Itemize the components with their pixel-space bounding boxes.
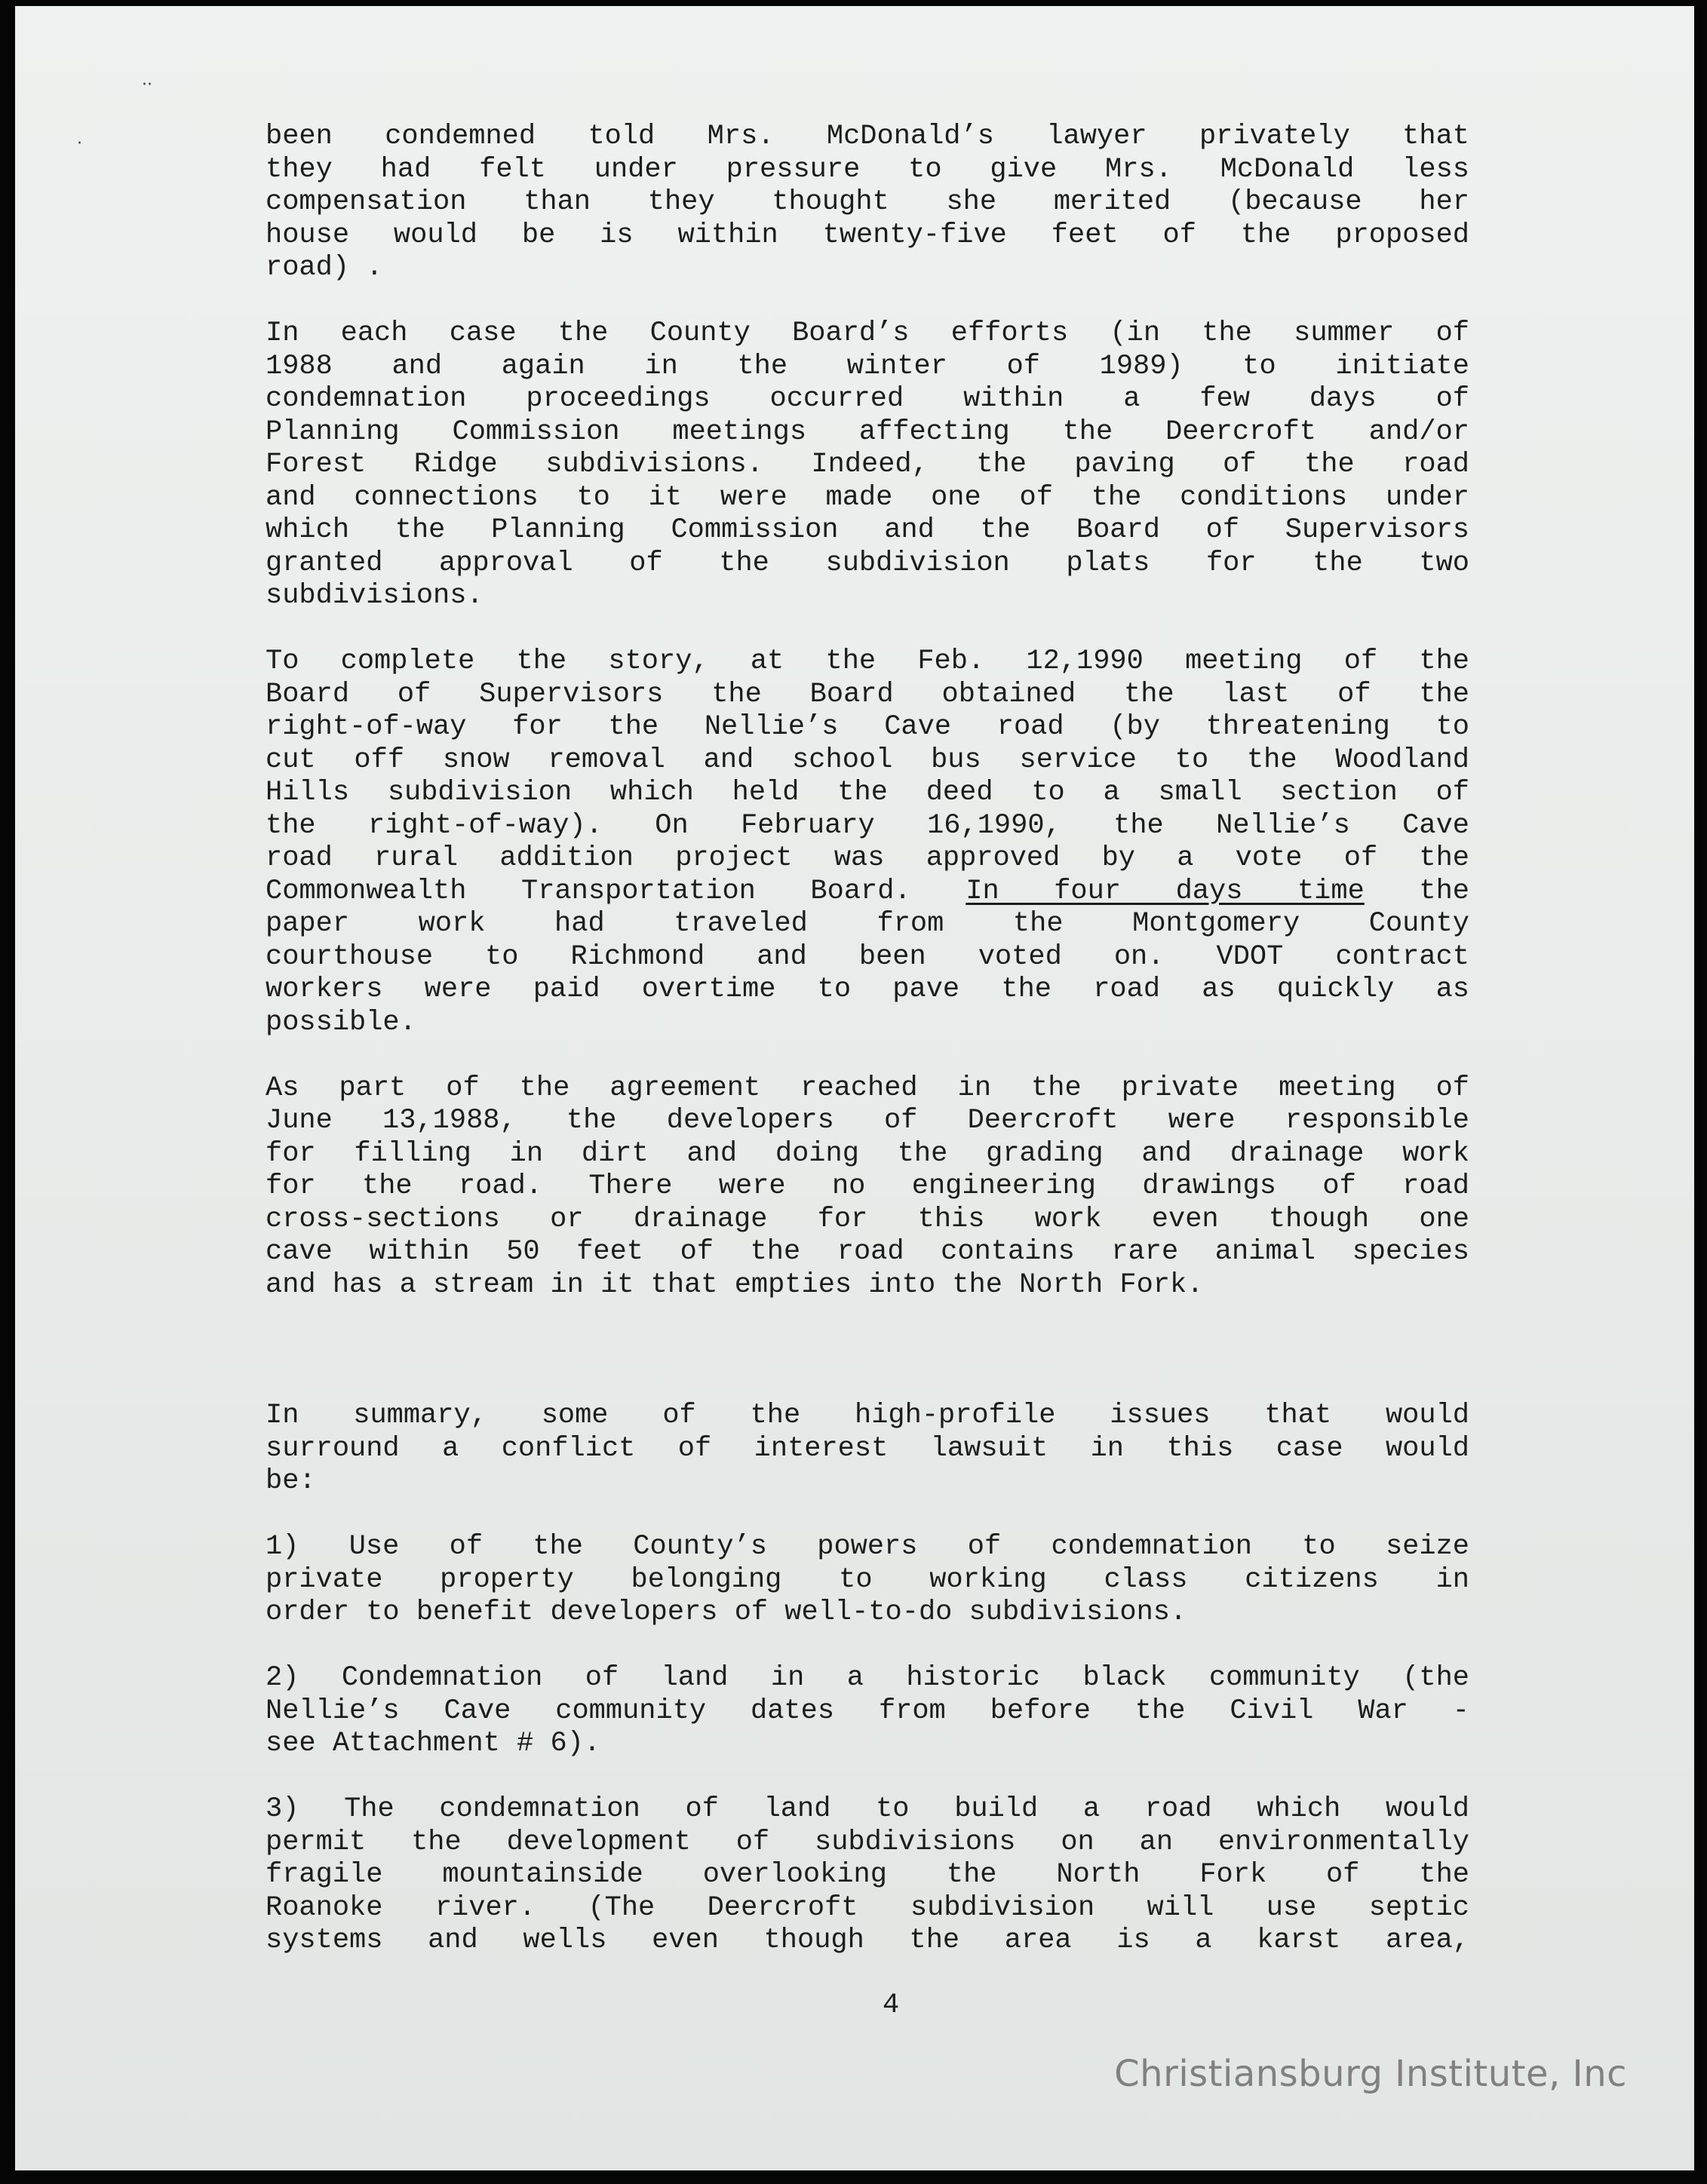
- text-line: for the road. There were no engineering drawings of road: [266, 1170, 1469, 1202]
- paragraph-4: [266, 1072, 1469, 1302]
- underlined-phrase: In four days time: [966, 875, 1365, 907]
- text-line: possible.: [266, 1006, 416, 1038]
- text-line: see Attachment # 6).: [266, 1728, 601, 1759]
- text-line: surround a conflict of interest lawsuit in this case would: [266, 1432, 1469, 1465]
- text-line: In summary, some of the high-profile issues that would: [266, 1400, 1469, 1431]
- text-line: which the Planning Commission and the Board of Supervisors: [266, 514, 1469, 546]
- text-line: Nellie’s Cave community dates from before the Civil War -: [266, 1695, 1469, 1727]
- text-line: Forest Ridge subdivisions. Indeed, the paving of the road: [266, 449, 1469, 480]
- text-line: for filling in dirt and doing the grading and drainage work: [266, 1137, 1469, 1170]
- list-item-1: [266, 1531, 1469, 1630]
- paragraph-3: [266, 646, 1469, 1039]
- paragraph-2: [266, 317, 1469, 613]
- text-line: condemnation proceedings occurred within a few days of: [266, 383, 1469, 415]
- text-line: they had felt under pressure to give Mrs. McDonald less: [266, 153, 1469, 186]
- text-line-with-underline: [266, 876, 1469, 909]
- scan-speck: ··: [142, 75, 152, 94]
- text-line: 1988 and again in the winter of 1989) to initiate: [266, 350, 1469, 382]
- text-line: In each case the County Board’s efforts (in the summer of: [266, 317, 1469, 349]
- list-item-3: [266, 1793, 1469, 1958]
- text-line: As part of the agreement reached in the private meeting of: [266, 1072, 1469, 1104]
- text-line: road) .: [266, 252, 383, 284]
- watermark-text: Christiansburg Institute, Inc: [1114, 2053, 1627, 2095]
- text-line: granted approval of the subdivision plats for the two: [266, 547, 1469, 579]
- text-line: and has a stream in it that empties into the North Fork.: [266, 1268, 1204, 1301]
- text-line: 1) Use of the County’s powers of condemnation to seize: [266, 1531, 1469, 1563]
- text-line: subdivisions.: [266, 580, 484, 612]
- text-line: private property belonging to working class citizens in: [266, 1563, 1469, 1596]
- text-line: fragile mountainside overlooking the North Fork of the: [266, 1859, 1469, 1891]
- scan-speck: ·: [77, 134, 82, 153]
- text-line: courthouse to Richmond and been voted on. VDOT contract: [266, 940, 1469, 973]
- text-line: Hills subdivision which held the deed to a small section of: [266, 777, 1469, 808]
- text-line: workers were paid overtime to pave the road as quickly as: [266, 974, 1469, 1005]
- text-line: 2) Condemnation of land in a historic black community (the: [266, 1662, 1469, 1694]
- text-segment: the: [1419, 875, 1469, 907]
- text-line: been condemned told Mrs. McDonald’s lawyer privately that: [266, 121, 1469, 152]
- text-line: order to benefit developers of well-to-do subdivisions.: [266, 1597, 1187, 1628]
- text-line: paper work had traveled from the Montgomery County: [266, 908, 1469, 940]
- paragraph-summary: [266, 1400, 1469, 1498]
- text-segment: Commonwealth Transportation Board.: [266, 875, 911, 907]
- text-line: cave within 50 feet of the road contains rare animal species: [266, 1236, 1469, 1268]
- text-line: be:: [266, 1465, 316, 1497]
- text-line: road rural addition project was approved by a vote of the: [266, 842, 1469, 874]
- text-line: house would be is within twenty-five feet of the proposed: [266, 219, 1469, 251]
- text-line: right-of-way for the Nellie’s Cave road (by threatening to: [266, 711, 1469, 743]
- page-number: 4: [883, 1989, 900, 2021]
- paragraph-1: [266, 121, 1469, 285]
- text-line: compensation than they thought she merited (because her: [266, 186, 1469, 218]
- text-line: June 13,1988, the developers of Deercroft were responsible: [266, 1105, 1469, 1136]
- text-line: systems and wells even though the area is a karst area,: [266, 1925, 1469, 1956]
- text-line: cross-sections or drainage for this work even though one: [266, 1203, 1469, 1235]
- list-item-2: [266, 1662, 1469, 1761]
- text-line: the right-of-way). On February 16,1990, the Nellie’s Cave: [266, 809, 1469, 842]
- text-line: Roanoke river. (The Deercroft subdivision will use septic: [266, 1891, 1469, 1924]
- text-line: cut off snow removal and school bus service to the Woodland: [266, 744, 1469, 776]
- text-line: To complete the story, at the Feb. 12,1990 meeting of the: [266, 646, 1469, 677]
- text-line: permit the development of subdivisions on an environmentally: [266, 1826, 1469, 1858]
- text-line: 3) The condemnation of land to build a road which would: [266, 1793, 1469, 1825]
- document-body: [266, 121, 1469, 1990]
- text-line: Planning Commission meetings affecting the Deercroft and/or: [266, 416, 1469, 448]
- text-line: and connections to it were made one of the conditions under: [266, 481, 1469, 514]
- text-line: Board of Supervisors the Board obtained the last of the: [266, 678, 1469, 710]
